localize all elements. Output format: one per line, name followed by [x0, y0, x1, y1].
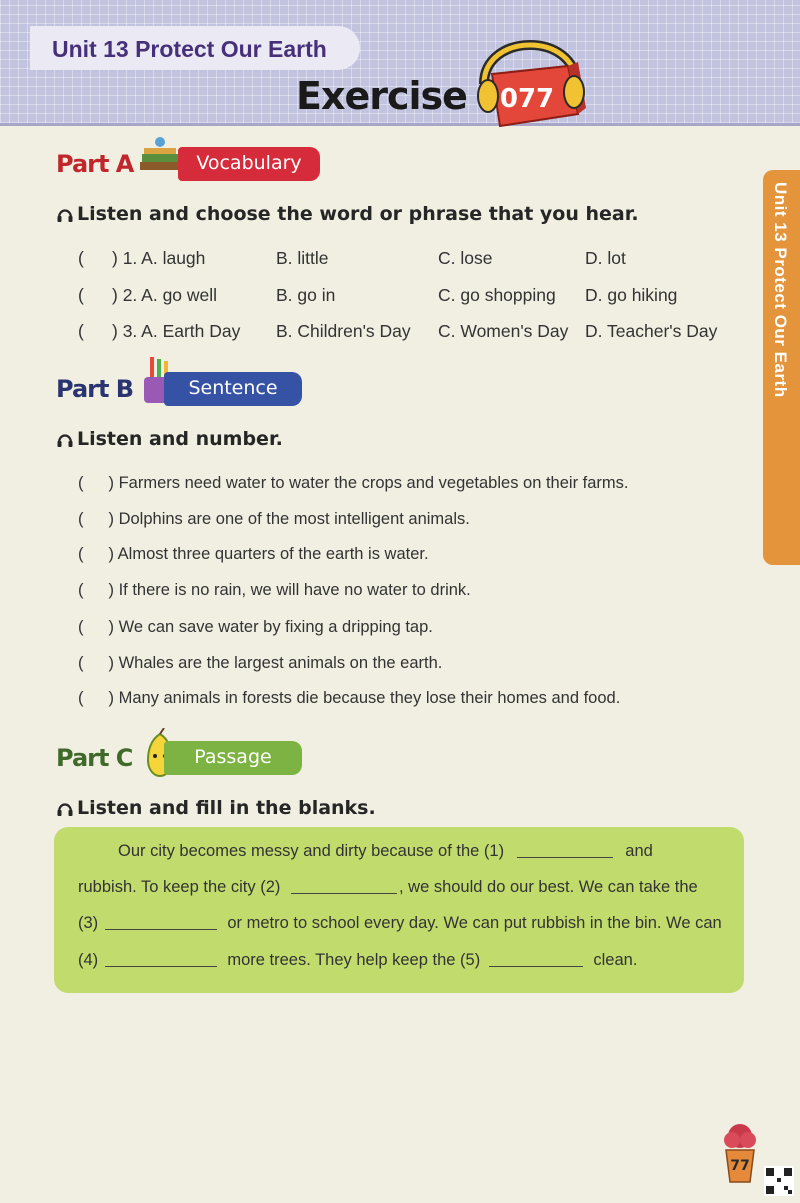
option-b: B. little — [276, 248, 329, 268]
headphones-icon — [56, 430, 74, 448]
part-b-label: Part B — [56, 375, 134, 403]
part-c-header — [56, 738, 306, 778]
passage-text: or metro to school every day. We can put rubbish in the bin. We can — [227, 914, 722, 932]
sentence-row — [78, 689, 620, 708]
passage-text: (3) — [78, 914, 99, 932]
passage-text: Our city becomes messy and dirty because of the (1) — [118, 842, 505, 860]
option-c: C. go shopping — [438, 285, 556, 305]
unit-title: Unit 13 Protect Our Earth — [30, 26, 360, 70]
part-a-instruction — [56, 203, 639, 225]
passage-text: clean. — [593, 951, 638, 969]
sentence-row — [78, 545, 429, 564]
option-a: ) 2. A. go well — [112, 285, 218, 305]
sentence-row — [78, 581, 471, 600]
part-a-header — [56, 144, 326, 184]
headphones-icon — [56, 799, 74, 817]
sentence-row — [78, 618, 433, 637]
answer-bracket: ( — [78, 545, 84, 563]
option-d: D. lot — [585, 248, 626, 268]
passage-text: and — [625, 842, 653, 860]
option-d: D. Teacher's Day — [585, 321, 718, 341]
part-c-instruction — [56, 797, 376, 819]
answer-bracket: ( — [78, 654, 84, 672]
books-icon — [136, 134, 184, 182]
passage-text: , we should do our best. We can take the — [398, 878, 698, 896]
side-tab — [763, 170, 800, 565]
page-number: 77 — [730, 1158, 750, 1174]
option-b: B. go in — [276, 285, 336, 305]
option-c: C. Women's Day — [438, 321, 569, 341]
sentence-text: ) We can save water by fixing a dripping tap. — [108, 618, 433, 636]
blank-3[interactable] — [105, 914, 217, 930]
passage-line-4 — [78, 951, 637, 970]
part-b-instruction-text: Listen and number. — [77, 428, 283, 450]
sentence-row — [78, 510, 470, 529]
sentence-text: ) Many animals in forests die because they lose their homes and food. — [108, 689, 621, 707]
sentence-text: ) Almost three quarters of the earth is water. — [108, 545, 429, 563]
passage-line-1 — [118, 842, 653, 861]
blank-5[interactable] — [489, 951, 583, 967]
sentence-text: ) Whales are the largest animals on the earth. — [108, 654, 443, 672]
exercise-number: 077 — [499, 84, 555, 114]
option-a: ) 1. A. laugh — [112, 248, 206, 268]
passage-text: more trees. They help keep the (5) — [227, 951, 481, 969]
part-b-tag: Sentence — [164, 372, 302, 406]
part-c-tag: Passage — [164, 741, 302, 775]
sentence-row — [78, 474, 629, 493]
answer-bracket: ( — [78, 618, 84, 636]
answer-bracket: ( — [78, 285, 84, 305]
sentence-text: ) Farmers need water to water the crops and vegetables on their farms. — [108, 474, 629, 492]
passage-line-3 — [78, 914, 722, 933]
sentence-text: ) Dolphins are one of the most intelligent animals. — [108, 510, 470, 528]
exercise-title: Exercise — [296, 74, 467, 118]
blank-4[interactable] — [105, 951, 217, 967]
answer-bracket: ( — [78, 689, 84, 707]
part-b-instruction — [56, 428, 283, 450]
headphones-icon — [56, 205, 74, 223]
answer-bracket: ( — [78, 581, 84, 599]
sentence-row — [78, 654, 442, 673]
part-c-label: Part C — [56, 744, 133, 772]
option-b: B. Children's Day — [276, 321, 411, 341]
qr-code-icon — [764, 1166, 794, 1196]
side-tab-label: Unit 13 Protect Our Earth — [771, 182, 790, 398]
blank-2[interactable] — [291, 878, 397, 894]
passage-line-2 — [78, 878, 698, 897]
option-d: D. go hiking — [585, 285, 678, 305]
answer-bracket: ( — [78, 474, 84, 492]
sentence-text: ) If there is no rain, we will have no water to drink. — [108, 581, 471, 599]
passage-text: (4) — [78, 951, 99, 969]
blank-1[interactable] — [517, 842, 613, 858]
part-a-instruction-text: Listen and choose the word or phrase that you hear. — [77, 203, 639, 225]
part-a-tag: Vocabulary — [178, 147, 320, 181]
part-a-label: Part A — [56, 150, 134, 178]
answer-bracket: ( — [78, 248, 84, 268]
answer-bracket: ( — [78, 321, 84, 341]
answer-bracket: ( — [78, 510, 84, 528]
passage-text: rubbish. To keep the city (2) — [78, 878, 281, 896]
cupcake-icon — [720, 1122, 760, 1184]
option-a: ) 3. A. Earth Day — [112, 321, 241, 341]
option-c: C. lose — [438, 248, 493, 268]
part-c-instruction-text: Listen and fill in the blanks. — [77, 797, 376, 819]
part-b-header — [56, 369, 306, 409]
